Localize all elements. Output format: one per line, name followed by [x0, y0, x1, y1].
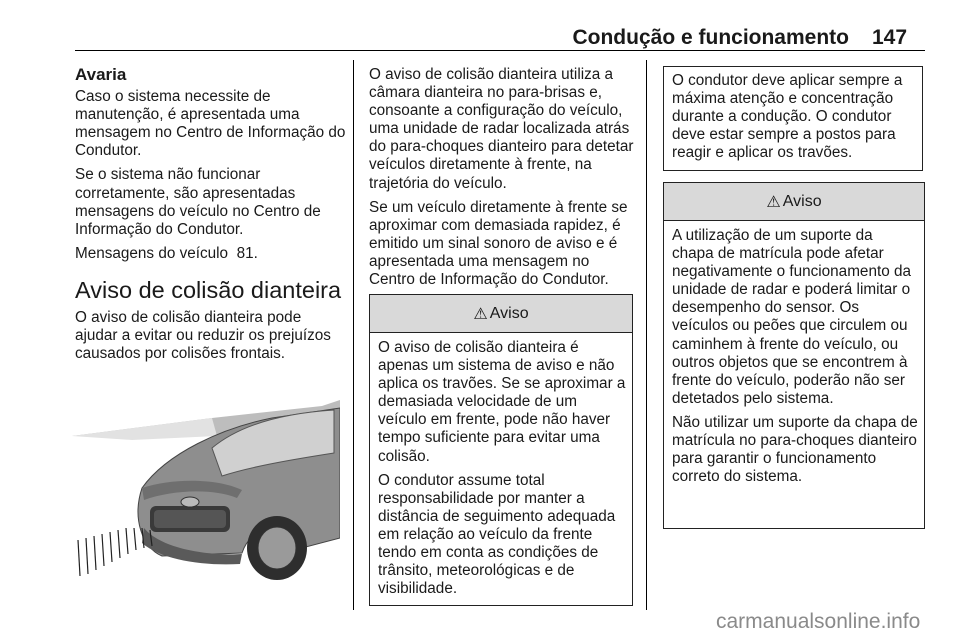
page-reference[interactable]: Mensagens do veículo ⁡ 81. — [75, 244, 258, 262]
header-rule — [75, 50, 925, 51]
warning-box — [369, 294, 633, 606]
paragraph: O aviso de colisão dianteira utiliza a câmara dianteira no para-brisas e, consoante a configuração do veículo, uma unidade de radar localizada atrás do para-choques dianteiro para detetar veículos diretamente à frente, na trajetória do veículo. — [369, 66, 634, 192]
column-divider-2 — [646, 60, 647, 610]
paragraph: A utilização de um suporte da chapa de matrícula pode afetar negativamente o funcionamento da unidade de radar e poderá limitar o desempenho do sensor. Os veículos ou peões que circulem ou caminhem à frente do veículo, ou outros objetos que se encontrem à frente do veículo, poderão não ser detetados pelo sistema. — [672, 227, 911, 407]
column-middle — [369, 66, 635, 295]
section-title: Aviso de colisão dianteira — [75, 276, 342, 303]
warning-box-header — [370, 295, 632, 333]
watermark: carmanualsonline.info — [716, 610, 921, 633]
warning-box-header — [664, 183, 924, 221]
warning-title: Aviso — [489, 304, 529, 322]
warning-box — [663, 182, 925, 529]
paragraph: O aviso de colisão dianteira é apenas um sistema de aviso e não aplica os travões. Se se aproximar a demasiada velocidade de um veículo em frente, pode não haver tempo suficiente para evitar uma colisão. — [378, 339, 626, 465]
paragraph: Se um veículo diretamente à frente se aproximar com demasiada rapidez, é emitido um sinal sonoro de aviso e é apresentada uma mensagem no Centro de Informação do Condutor. — [369, 198, 628, 289]
paragraph: Se o sistema não funcionar corretamente, são apresentadas mensagens do veículo no Centro de Informação do Condutor. — [75, 166, 321, 238]
paragraph: O aviso de colisão dianteira pode ajudar a evitar ou reduzir os prejuízos causados por colisões frontais. — [75, 308, 331, 363]
paragraph: O condutor assume total responsabilidade por manter a distância de seguimento adequada em relação ao veículo da frente tendo em conta as condições de trânsito, meteorológicas e de visibilidade. — [378, 471, 616, 598]
note-text: O condutor deve aplicar sempre a máxima atenção e concentração durante a condução. O condutor deve estar sempre a postos para reagir e aplicar os travões. — [672, 72, 903, 162]
warning-triangle-icon: ⚠ — [473, 305, 488, 323]
page-number: 147 — [872, 26, 908, 49]
heading-avaria: Avaria — [75, 65, 127, 84]
warning-box-body — [370, 333, 632, 610]
column-divider-1 — [353, 60, 354, 610]
paragraph: Não utilizar um suporte da chapa de matrícula no para-choques dianteiro para garantir o funcionamento correto do sistema. — [672, 413, 918, 486]
column-left — [75, 66, 347, 369]
note-box — [663, 66, 923, 171]
warning-title: Aviso — [782, 192, 822, 210]
page-header-title: Condução e funcionamento — [572, 26, 849, 49]
car-radar-illustration — [72, 378, 340, 580]
paragraph: Caso o sistema necessite de manutenção, é apresentada uma mensagem no Centro de Informação do Condutor. — [75, 88, 346, 160]
warning-triangle-icon: ⚠ — [766, 193, 781, 211]
warning-box-body — [664, 221, 924, 498]
